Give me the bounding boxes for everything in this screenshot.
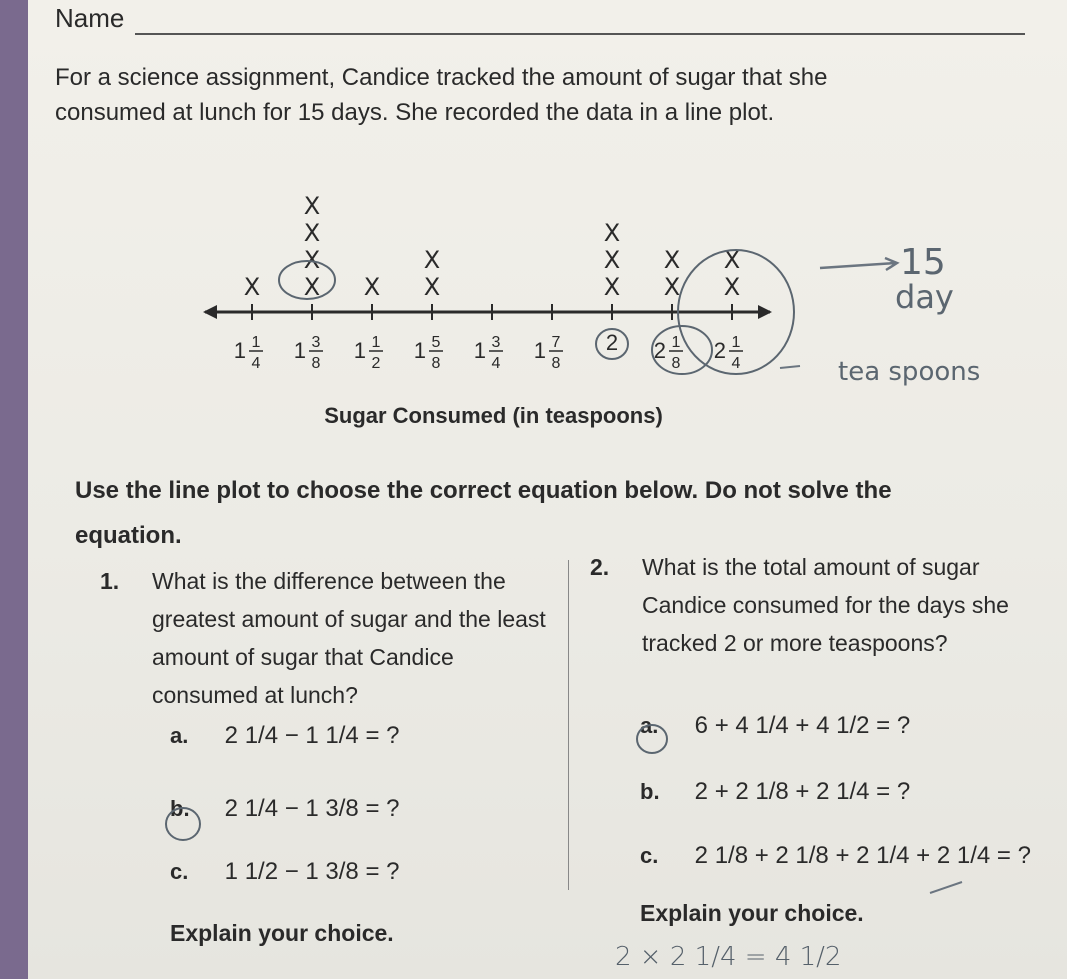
svg-text:day: day bbox=[895, 278, 954, 316]
x-mark: X bbox=[303, 273, 321, 301]
q2-option-c-expr: 2 1/8 + 2 1/8 + 2 1/4 + 2 1/4 = ? bbox=[694, 842, 1031, 869]
x-mark: X bbox=[723, 273, 741, 301]
svg-text:1: 1 bbox=[413, 338, 426, 363]
svg-text:1: 1 bbox=[233, 338, 246, 363]
svg-text:1: 1 bbox=[371, 334, 381, 351]
x-mark: X bbox=[723, 246, 741, 274]
q2-option-a-expr: 6 + 4 1/4 + 4 1/2 = ? bbox=[694, 712, 911, 739]
svg-text:4: 4 bbox=[251, 355, 261, 372]
svg-text:1: 1 bbox=[353, 338, 366, 363]
circle-q2-a bbox=[637, 725, 667, 753]
x-mark: X bbox=[663, 246, 681, 274]
svg-text:3: 3 bbox=[311, 334, 321, 351]
x-mark: X bbox=[303, 192, 321, 220]
svg-text:4: 4 bbox=[731, 355, 741, 372]
question-1-number: 1. bbox=[100, 568, 120, 594]
circle-q1-b bbox=[166, 808, 200, 840]
q2-option-b-letter: b. bbox=[640, 779, 660, 804]
question-2-number: 2. bbox=[590, 554, 610, 580]
x-mark: X bbox=[303, 246, 321, 274]
q1-option-b-letter: b. bbox=[170, 796, 190, 821]
svg-text:2: 2 bbox=[713, 338, 726, 363]
svg-text:1: 1 bbox=[473, 338, 486, 363]
svg-text:3: 3 bbox=[491, 334, 501, 351]
q1-explain-label: Explain your choice. bbox=[170, 920, 394, 946]
x-mark: X bbox=[423, 273, 441, 301]
svg-text:7: 7 bbox=[551, 334, 561, 351]
q2-option-c-letter: c. bbox=[640, 843, 659, 868]
x-mark: X bbox=[303, 219, 321, 247]
q2-option-b-expr: 2 + 2 1/8 + 2 1/4 = ? bbox=[694, 778, 911, 805]
svg-text:2: 2 bbox=[653, 338, 666, 363]
svg-text:1: 1 bbox=[671, 334, 681, 351]
svg-text:2: 2 bbox=[605, 330, 619, 355]
svg-text:1: 1 bbox=[293, 338, 306, 363]
x-mark: X bbox=[603, 246, 621, 274]
x-mark: X bbox=[423, 246, 441, 274]
x-mark: X bbox=[603, 273, 621, 301]
name-label: Name bbox=[55, 3, 125, 33]
q1-option-a-expr: 2 1/4 − 1 1/4 = ? bbox=[224, 722, 400, 749]
question-1-text: What is the difference between the greatest amount of sugar and the least amount of sugar that Candice consumed at lunch? bbox=[152, 568, 546, 708]
x-mark: X bbox=[603, 219, 621, 247]
svg-text:8: 8 bbox=[311, 355, 321, 372]
handwritten-answer: 2 × 2 1/4 = 4 1/2 bbox=[615, 942, 842, 972]
svg-text:15: 15 bbox=[900, 242, 946, 283]
q2-option-a-letter: a. bbox=[640, 713, 659, 738]
svg-text:tea spoons: tea spoons bbox=[838, 357, 981, 387]
q1-option-c-expr: 1 1/2 − 1 3/8 = ? bbox=[224, 858, 400, 885]
check-mark bbox=[930, 882, 962, 893]
q2-explain-label: Explain your choice. bbox=[640, 900, 864, 926]
instructions: Use the line plot to choose the correct equation below. Do not solve the equation. bbox=[75, 477, 892, 549]
svg-text:8: 8 bbox=[671, 355, 681, 372]
q1-option-a-letter: a. bbox=[170, 723, 189, 748]
intro-paragraph: For a science assignment, Candice tracked the amount of sugar that she consumed at lunch for 15 days. She recorded the data in a line plot. bbox=[55, 64, 828, 126]
svg-text:1: 1 bbox=[533, 338, 546, 363]
svg-text:5: 5 bbox=[431, 334, 441, 351]
x-mark: X bbox=[363, 273, 381, 301]
svg-text:2: 2 bbox=[371, 355, 381, 372]
svg-text:4: 4 bbox=[491, 355, 501, 372]
x-mark: X bbox=[243, 273, 261, 301]
question-2-text: What is the total amount of sugar Candice consumed for the days she tracked 2 or more teaspoons? bbox=[642, 554, 1009, 656]
svg-text:1: 1 bbox=[731, 334, 741, 351]
svg-text:1: 1 bbox=[251, 334, 261, 351]
svg-text:8: 8 bbox=[551, 355, 561, 372]
axis-label: Sugar Consumed (in teaspoons) bbox=[324, 403, 663, 428]
q1-option-c-letter: c. bbox=[170, 859, 189, 884]
svg-text:8: 8 bbox=[431, 355, 441, 372]
x-mark: X bbox=[663, 273, 681, 301]
q1-option-b-expr: 2 1/4 − 1 3/8 = ? bbox=[224, 795, 400, 822]
